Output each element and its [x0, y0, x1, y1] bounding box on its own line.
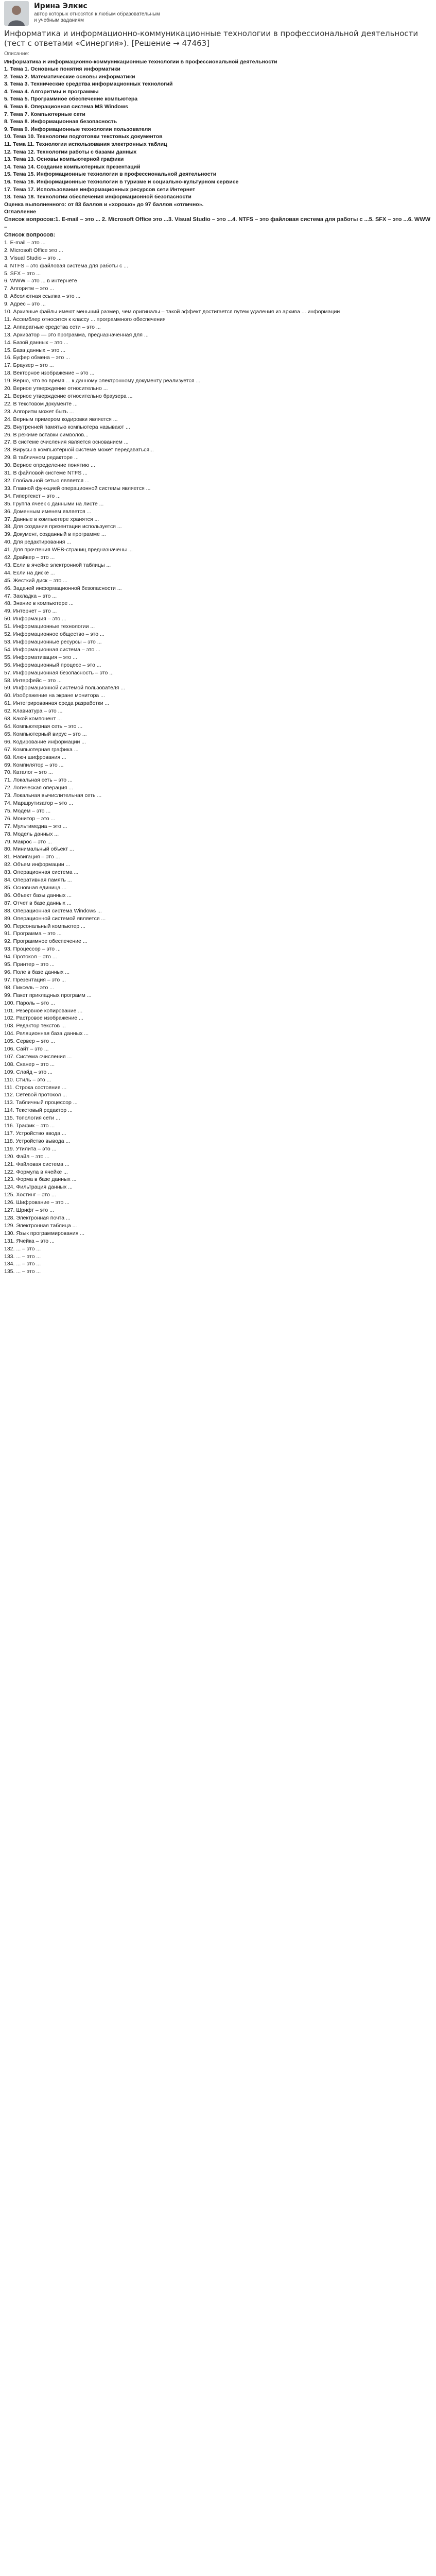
question-item: 84. Оперативная память ... [4, 877, 72, 884]
questions-heading: Список вопросов: [4, 231, 56, 238]
question-item: 8. Абсолютная ссылка – это ... [4, 293, 81, 300]
question-item: 85. Основная единица ... [4, 885, 67, 891]
author-name[interactable]: Ирина Элкис [34, 2, 88, 10]
question-item: 132. ... – это ... [4, 1245, 41, 1252]
intro-block [4, 216, 432, 239]
author-block [34, 1, 160, 24]
question-item: 45. Жесткий диск – это ... [4, 577, 68, 584]
question-item: 19. Верно, что во время ... к данному электронному документу реализуется ... [4, 378, 201, 384]
question-item: 93. Процессор – это ... [4, 946, 61, 953]
question-item: 106. Сайт – это ... [4, 1046, 49, 1053]
question-item: 46. Задачей информационной безопасности ... [4, 585, 122, 591]
question-item: 10. Архивные файлы имеют меньший размер, чем оригиналы – такой эффект достигается путем удаления из архива ... информации [4, 309, 340, 315]
question-item: 17. Браузер – это ... [4, 362, 54, 369]
question-item: 29. В табличном редакторе ... [4, 454, 79, 461]
question-item: 69. Компилятор – это ... [4, 761, 64, 768]
question-item: 123. Форма в базе данных ... [4, 1176, 77, 1183]
question-item: 35. Группа ячеек с данными на листе ... [4, 500, 104, 507]
question-item: 101. Резервное копирование ... [4, 1007, 83, 1014]
question-item: 134. ... – это ... [4, 1261, 41, 1267]
question-item: 89. Операционной системой является ... [4, 915, 106, 922]
question-item: 94. Протокол – это ... [4, 954, 57, 960]
question-item: 31. В файловой системе NTFS ... [4, 470, 88, 477]
topic-item: 7. Тема 7. Компьютерные сети [4, 111, 85, 117]
avatar[interactable] [4, 1, 29, 26]
question-item: 55. Информатизация – это ... [4, 654, 77, 660]
question-item: 130. Язык программирования ... [4, 1230, 84, 1236]
question-item: 38. Для создания презентации используется ... [4, 523, 122, 530]
document-title: Информатика и информационно-коммуникационные технологии в профессиональной деятельности (тест с ответами «Синергия»). [Решение → 47463] [4, 29, 418, 48]
question-item: 67. Компьютерная графика ... [4, 746, 79, 753]
topic-item: 6. Тема 6. Операционная система MS Windows [4, 103, 128, 110]
question-item: 122. Формула в ячейке ... [4, 1168, 68, 1175]
question-item: 74. Маршрутизатор – это ... [4, 800, 73, 807]
author-description: автор которых относятся к любым образовательным и учебным заданиям [34, 11, 160, 23]
question-item: 72. Логическая операция ... [4, 785, 74, 791]
question-item: 25. Внутренней памятью компьютера называют ... [4, 423, 130, 430]
topic-item: 16. Тема 16. Информационные технологии в туризме и социально-культурном сервисе [4, 178, 239, 185]
question-item: 36. Доменным именем является ... [4, 508, 92, 515]
topic-item: Оглавление [4, 209, 37, 215]
question-item: 61. Интегрированная среда разработки ... [4, 700, 110, 707]
question-item: 112. Сетевой протокол ... [4, 1092, 67, 1098]
question-item: 92. Программное обеспечение ... [4, 938, 88, 945]
question-item: 63. Какой компонент ... [4, 716, 62, 722]
topic-list [4, 65, 432, 216]
question-item: 51. Информационные технологии ... [4, 623, 95, 630]
question-item: 73. Локальная вычислительная сеть ... [4, 792, 102, 799]
question-list [4, 239, 432, 1276]
question-item: 47. Закладка – это ... [4, 592, 57, 599]
question-item: 111. Строка состояния ... [4, 1084, 67, 1091]
question-item: 102. Растровое изображение ... [4, 1015, 83, 1022]
question-item: 116. Трафик – это ... [4, 1123, 55, 1129]
question-item: 60. Изображение на экране монитора ... [4, 692, 105, 699]
question-item: 133. ... – это ... [4, 1253, 41, 1260]
question-item: 117. Устройство ввода ... [4, 1130, 66, 1137]
question-item: 56. Информационный процесс – это ... [4, 662, 101, 668]
question-item: 126. Шифрование – это ... [4, 1199, 69, 1206]
topic-item: 3. Тема 3. Технические средства информационных технологий [4, 81, 173, 88]
question-item: 108. Сканер – это ... [4, 1061, 55, 1067]
question-item: 129. Электронная таблица ... [4, 1222, 77, 1229]
question-item: 109. Слайд – это ... [4, 1069, 53, 1075]
topic-item: 9. Тема 9. Информационные технологии пользователя [4, 126, 151, 132]
question-item: 96. Поле в базе данных ... [4, 969, 70, 975]
question-item: 91. Программа – это ... [4, 930, 62, 937]
topic-item: 12. Тема 12. Технологии работы с базами данных [4, 148, 137, 155]
question-item: 100. Пароль – это ... [4, 999, 55, 1006]
question-item: 5. SFX – это ... [4, 270, 41, 277]
topic-item: 14. Тема 14. Создание компьютерных презентаций [4, 163, 141, 170]
question-item: 110. Стиль – это ... [4, 1076, 51, 1083]
question-item: 125. Хостинг – это ... [4, 1192, 56, 1198]
question-item: 11. Ассемблер относится к классу ... программного обеспечения [4, 316, 166, 323]
question-item: 21. Верное утверждение относительно браузера ... [4, 393, 133, 399]
question-item: 82. Объем информации ... [4, 861, 71, 868]
question-item: 131. Ячейка – это ... [4, 1238, 55, 1244]
question-item: 87. Отчет в базе данных ... [4, 900, 72, 906]
question-item: 62. Клавиатура – это ... [4, 708, 63, 715]
question-item: 48. Знание в компьютере ... [4, 600, 74, 607]
question-item: 76. Монитор – это ... [4, 815, 56, 822]
question-item: 27. В системе счисления является основанием ... [4, 439, 129, 446]
question-item: 57. Информационная безопасность – это ... [4, 669, 114, 676]
question-item: 30. Верное определение понятию ... [4, 462, 95, 469]
question-item: 34. Гипертекст – это ... [4, 493, 61, 499]
question-item: 4. NTFS – это файловая система для работы с ... [4, 262, 128, 269]
question-item: 6. WWW – это ... в интернете [4, 278, 77, 284]
question-item: 104. Реляционная база данных ... [4, 1030, 89, 1037]
question-item: 86. Объект базы данных ... [4, 892, 72, 899]
question-item: 65. Компьютерный вирус – это ... [4, 731, 87, 737]
question-item: 44. Если на диске ... [4, 569, 55, 576]
question-item: 58. Интерфейс – это ... [4, 677, 62, 684]
question-item: 83. Операционная система ... [4, 869, 79, 876]
question-item: 37. Данные в компьютере хранятся ... [4, 516, 99, 522]
question-item: 121. Файловая система ... [4, 1161, 69, 1167]
question-item: 54. Информационная система – это ... [4, 646, 100, 653]
question-item: 16. Буфер обмена – это ... [4, 354, 70, 361]
question-item: 66. Кодирование информации ... [4, 738, 86, 745]
question-item: 103. Редактор текстов ... [4, 1023, 66, 1029]
question-item: 119. Утилита – это ... [4, 1145, 57, 1152]
topic-item: 8. Тема 8. Информационная безопасность [4, 118, 117, 125]
question-item: 78. Модель данных ... [4, 831, 59, 837]
question-item: 43. Если в ячейке электронной таблицы ... [4, 562, 111, 568]
question-item: 113. Табличный процессор ... [4, 1099, 78, 1106]
topic-item: 5. Тема 5. Программное обеспечение компьютера [4, 96, 138, 103]
topic-item: 18. Тема 18. Технологии обеспечения информационной безопасности [4, 194, 191, 200]
question-item: 59. Информационной системой пользователя ... [4, 685, 126, 691]
question-item: 99. Пакет прикладных программ ... [4, 992, 92, 998]
topic-item: 1. Тема 1. Основные понятия информатики [4, 66, 120, 72]
question-item: 2. Microsoft Office это ... [4, 247, 63, 253]
question-item: 23. Алгоритм может быть ... [4, 408, 74, 415]
question-item: 80. Минимальный объект ... [4, 846, 74, 853]
topic-item: 13. Тема 13. Основы компьютерной графики [4, 156, 124, 163]
question-item: 41. Для прочтения WEB-страниц предназначены ... [4, 547, 133, 553]
question-item: 42. Драйвер – это ... [4, 554, 55, 561]
topic-item: 11. Тема 11. Технологии использования электронных таблиц [4, 141, 167, 147]
question-item: 71. Локальная сеть – это ... [4, 777, 73, 784]
question-item: 79. Макрос – это ... [4, 838, 52, 845]
question-item: 127. Шрифт – это ... [4, 1207, 54, 1214]
topic-item: 2. Тема 2. Математические основы информатики [4, 73, 135, 80]
question-item: 97. Презентация – это ... [4, 976, 66, 983]
question-item: 107. Система счисления ... [4, 1053, 72, 1060]
question-item: 33. Главной функцией операционной системы является ... [4, 485, 151, 492]
page [0, 0, 436, 1276]
question-item: 49. Интернет – это ... [4, 608, 57, 615]
question-item: 28. Вирусы в компьютерной системе может передаваться... [4, 447, 154, 453]
question-item: 64. Компьютерная сеть – это ... [4, 723, 83, 730]
question-item: 124. Фильтрация данных ... [4, 1184, 73, 1191]
author-header [4, 1, 432, 26]
question-item: 90. Персональный компьютер ... [4, 923, 85, 929]
question-item: 20. Верное утверждение относительно ... [4, 385, 108, 392]
question-item: 52. Информационное общество – это ... [4, 631, 104, 638]
questions-preview: Список вопросов:1. E-mail – это ... 2. Microsoft Office это ...3. Visual Studio – это ...4. NTFS – это файловая система для работы с ...5. SFX – это ...6. WWW – [4, 216, 431, 230]
topic-item: 17. Тема 17. Использование информационных ресурсов сети Интернет [4, 186, 196, 193]
question-item: 24. Верным примером кодировки является ... [4, 416, 118, 422]
question-item: 115. Топология сети ... [4, 1115, 60, 1122]
question-item: 128. Электронная почта ... [4, 1214, 71, 1221]
question-item: 81. Навигация – это ... [4, 854, 60, 860]
topics-heading: Информатика и информационно-коммуникационные технологии в профессиональной деятельности [4, 59, 277, 65]
description-label: Описание: [4, 51, 29, 57]
question-item: 68. Ключ шифрования ... [4, 754, 66, 760]
question-item: 135. ... – это ... [4, 1268, 41, 1275]
question-item: 39. Документ, созданный в программе ... [4, 531, 106, 538]
topic-item: 10. Тема 10. Технологии подготовки текстовых документов [4, 133, 163, 140]
question-item: 75. Модем – это ... [4, 807, 51, 814]
question-item: 77. Мультимедиа – это ... [4, 823, 67, 829]
question-item: 18. Векторное изображение – это ... [4, 370, 95, 377]
topic-item: 15. Тема 15. Информационные технологии в профессиональной деятельности [4, 171, 217, 178]
question-item: 15. База данных – это ... [4, 347, 66, 353]
question-item: 1. E-mail – это ... [4, 239, 46, 246]
question-item: 22. В текстовом документе ... [4, 400, 78, 407]
question-item: 3. Visual Studio – это ... [4, 255, 62, 261]
question-item: 32. Глобальной сетью является ... [4, 477, 90, 484]
topic-item: Оценка выполненного: от 83 баллов и «хорошо» до 97 баллов «отлично». [4, 201, 204, 208]
question-item: 105. Сервер – это ... [4, 1038, 55, 1045]
question-item: 7. Алгоритм – это ... [4, 285, 54, 292]
question-item: 13. Архиватор — это программа, предназначенная для ... [4, 331, 149, 338]
question-item: 120. Файл – это ... [4, 1153, 50, 1160]
question-item: 98. Пиксель – это ... [4, 984, 54, 991]
topic-item: 4. Тема 4. Алгоритмы и программы [4, 88, 99, 95]
question-item: 12. Аппаратные средства сети – это ... [4, 324, 101, 330]
question-item: 95. Принтер – это ... [4, 961, 55, 968]
question-item: 14. Базой данных – это ... [4, 339, 68, 346]
question-item: 40. Для редактирования ... [4, 539, 72, 546]
question-item: 26. В режиме вставки символов... [4, 431, 89, 438]
question-item: 118. Устройство вывода ... [4, 1138, 71, 1144]
question-item: 88. Операционная система Windows ... [4, 907, 102, 914]
question-item: 114. Текстовый редактор ... [4, 1107, 73, 1114]
question-item: 9. Адрес – это ... [4, 301, 46, 308]
question-item: 53. Информационные ресурсы – это ... [4, 639, 102, 645]
question-item: 50. Информация – это ... [4, 616, 66, 622]
question-item: 70. Каталог – это ... [4, 769, 53, 776]
avatar-photo-icon [4, 1, 29, 26]
